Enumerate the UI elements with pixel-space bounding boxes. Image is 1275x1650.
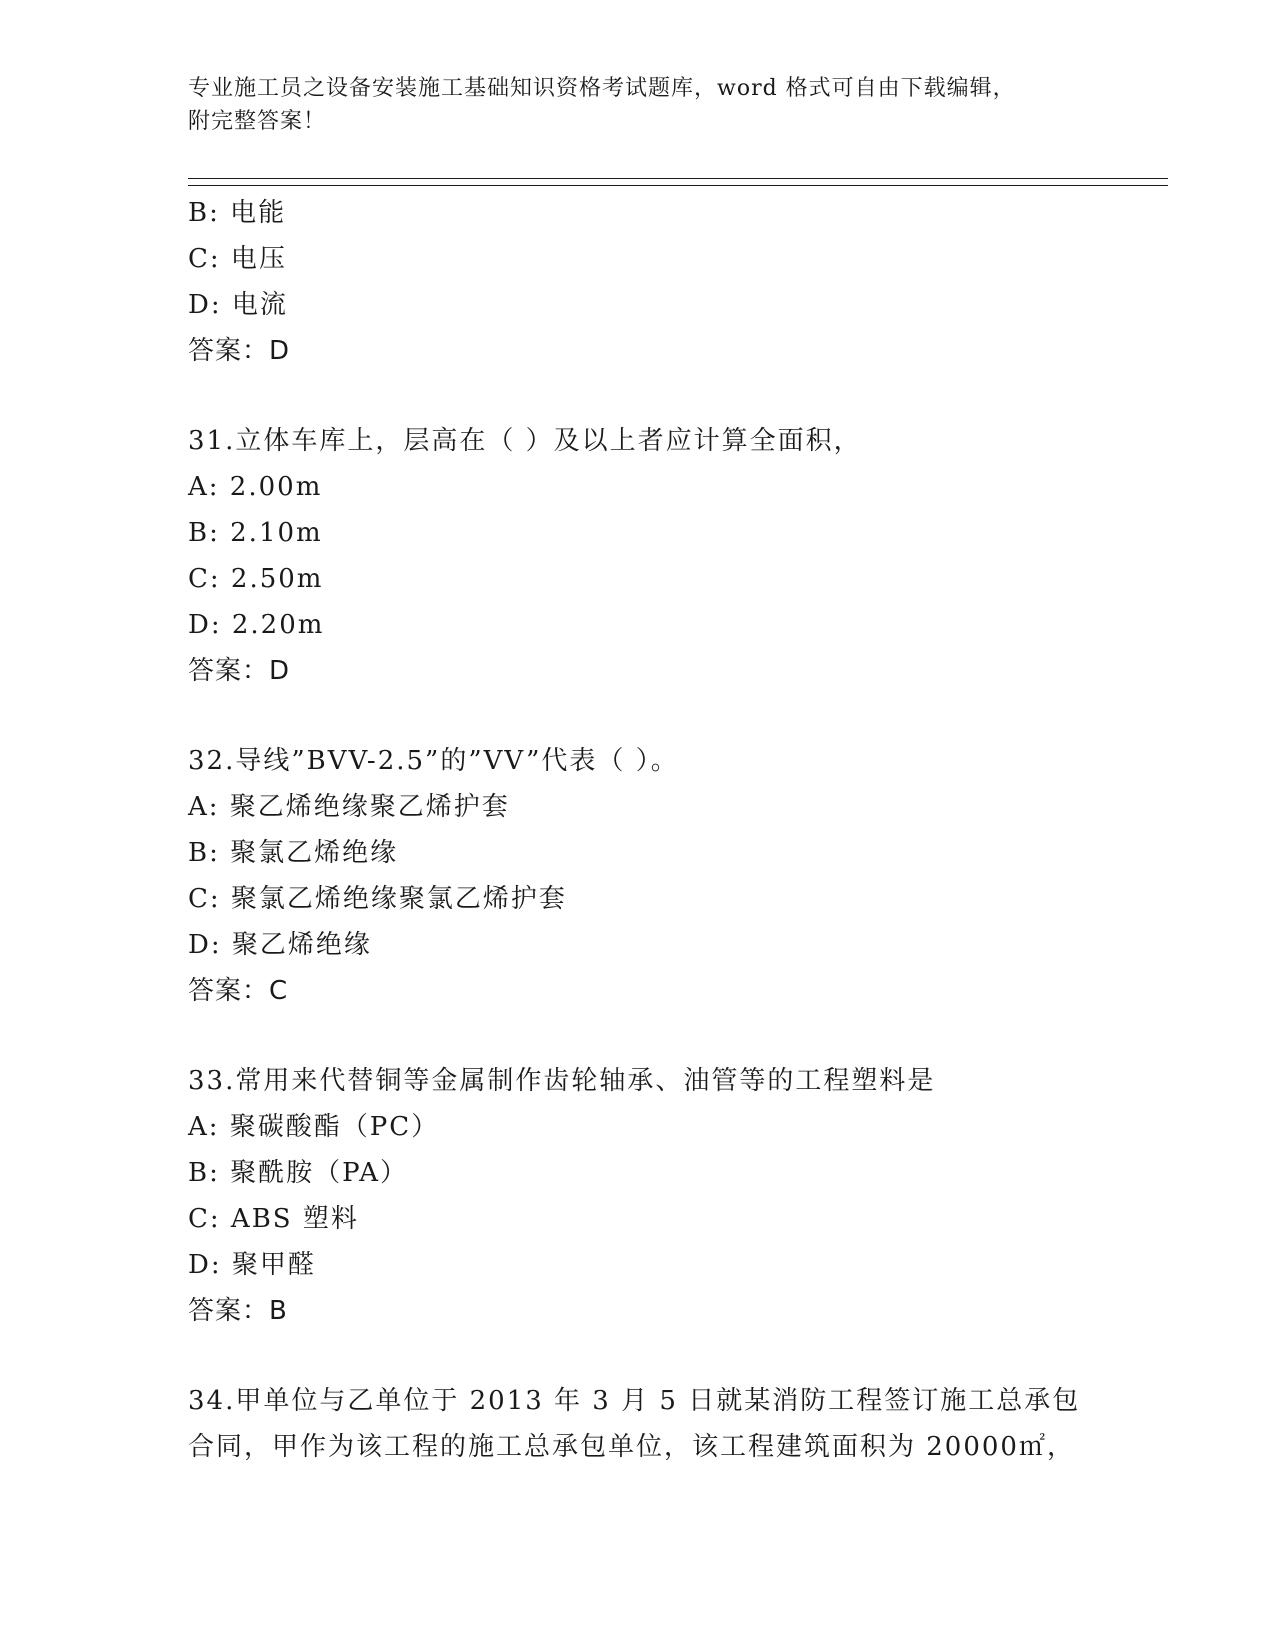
question-31	[188, 418, 1168, 694]
header-line-1: 专业施工员之设备安装施工基础知识资格考试题库，word 格式可自由下载编辑，	[188, 76, 1016, 101]
option-b: B: 电能	[188, 198, 287, 228]
question-34	[188, 1378, 1168, 1470]
option-b: B: 聚酰胺（PA）	[188, 1158, 409, 1188]
answer: 答案：D	[188, 336, 291, 366]
option-c: C: ABS 塑料	[188, 1204, 359, 1234]
option-a: A: 聚乙烯绝缘聚乙烯护套	[188, 792, 510, 822]
spacer	[188, 374, 1168, 418]
question-32	[188, 738, 1168, 1014]
question-stem-line-2: 合同，甲作为该工程的施工总承包单位，该工程建筑面积为 20000㎡，	[188, 1432, 1075, 1462]
answer: 答案：D	[188, 656, 291, 686]
answer: 答案：B	[188, 1296, 288, 1326]
spacer	[188, 1334, 1168, 1378]
option-c: C: 2.50m	[188, 564, 324, 594]
question-30-tail	[188, 190, 1168, 374]
question-33	[188, 1058, 1168, 1334]
spacer	[188, 694, 1168, 738]
option-d: D: 聚甲醛	[188, 1250, 316, 1280]
option-d: D: 2.20m	[188, 610, 325, 640]
option-a: A: 2.00m	[188, 472, 323, 502]
option-d: D: 电流	[188, 290, 288, 320]
option-c: C: 电压	[188, 244, 287, 274]
option-b: B: 聚氯乙烯绝缘	[188, 838, 399, 868]
question-stem: 32.导线”BVV-2.5”的”VV”代表（ ）。	[188, 746, 679, 776]
spacer	[188, 1014, 1168, 1058]
answer: 答案：C	[188, 976, 289, 1006]
option-d: D: 聚乙烯绝缘	[188, 930, 372, 960]
document-header	[188, 72, 1088, 138]
option-b: B: 2.10m	[188, 518, 323, 548]
option-c: C: 聚氯乙烯绝缘聚氯乙烯护套	[188, 884, 567, 914]
question-list	[188, 190, 1168, 1470]
question-stem: 33.常用来代替铜等金属制作齿轮轴承、油管等的工程塑料是	[188, 1066, 936, 1096]
question-stem: 31.立体车库上，层高在（ ）及以上者应计算全面积，	[188, 426, 862, 456]
option-a: A: 聚碳酸酯（PC）	[188, 1112, 440, 1142]
question-stem-line-1: 34.甲单位与乙单位于 2013 年 3 月 5 日就某消防工程签订施工总承包	[188, 1386, 1081, 1416]
header-line-2: 附完整答案！	[188, 109, 327, 134]
header-double-rule	[188, 178, 1168, 186]
